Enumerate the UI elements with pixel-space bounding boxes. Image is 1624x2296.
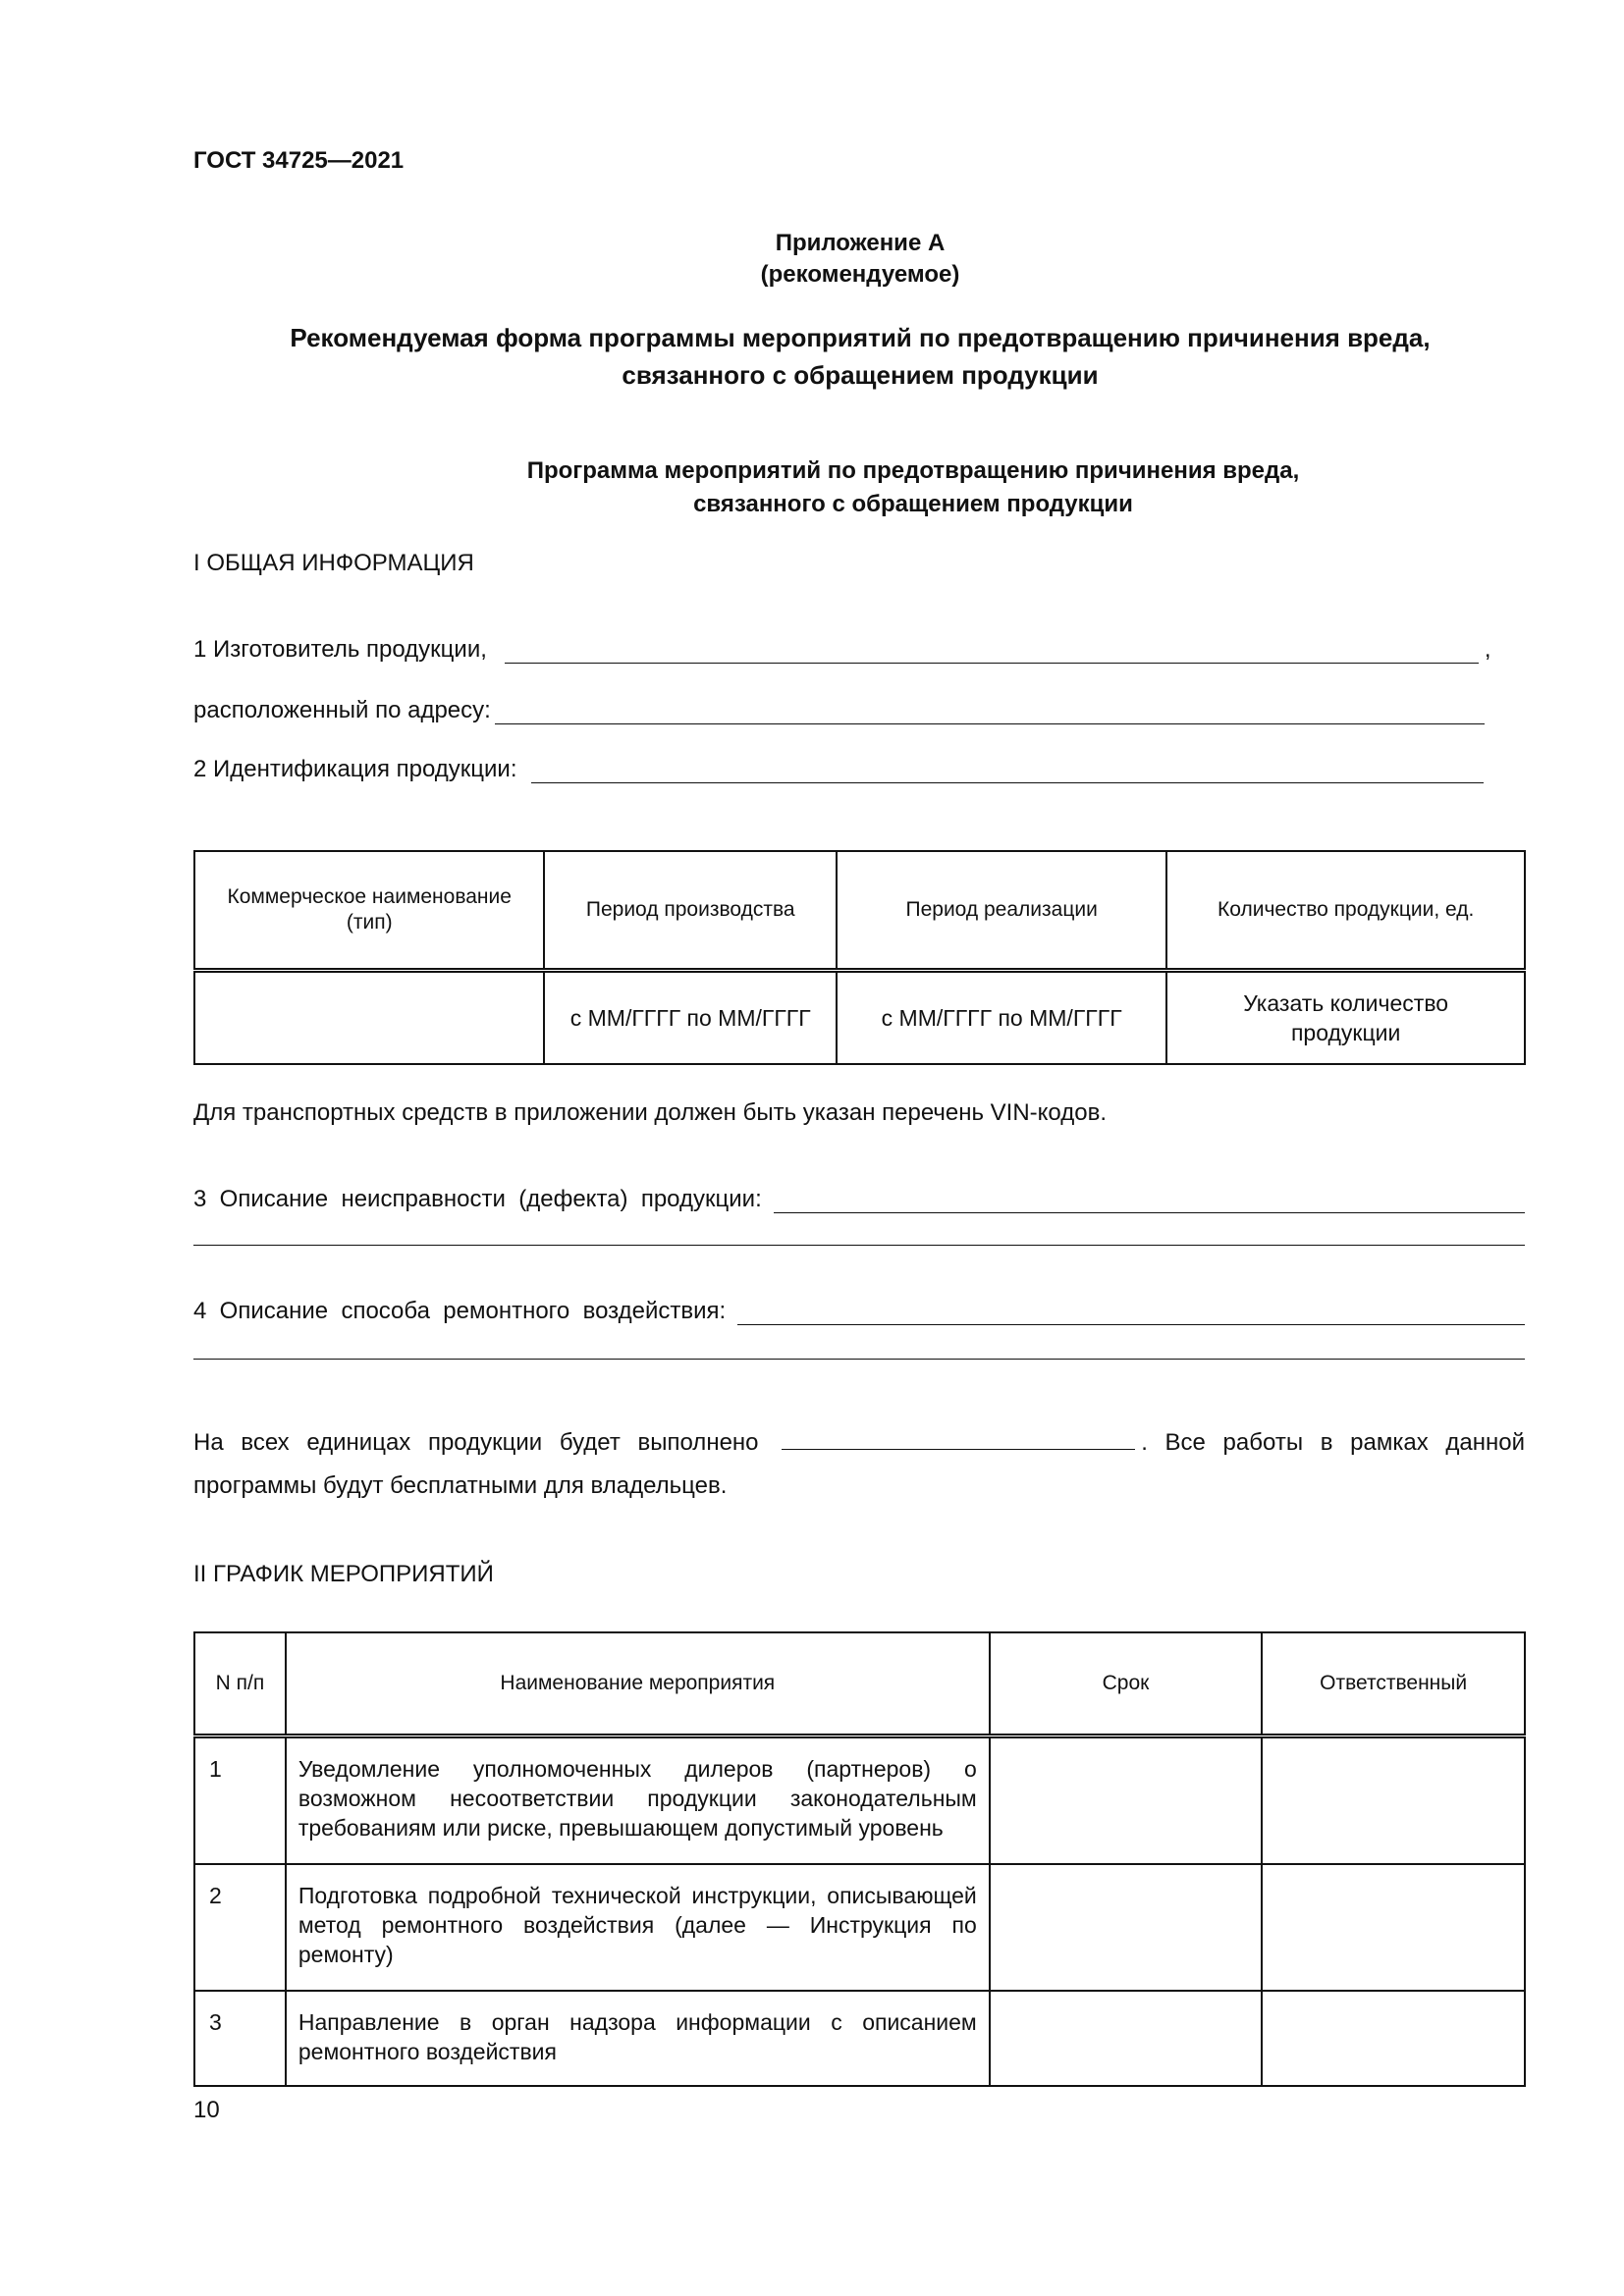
program-title-line-1: Программа мероприятий по предотвращению причинения вреда, — [526, 457, 1300, 484]
header-quantity: Количество продукции, ед. — [1166, 851, 1525, 971]
header-production-period: Период производства — [544, 851, 837, 971]
header-responsible: Ответственный — [1262, 1632, 1525, 1736]
repair-field — [193, 1298, 1525, 1325]
repair-input-line-2[interactable] — [193, 1359, 1525, 1360]
identification-label: 2 Идентификация продукции: — [193, 756, 517, 782]
activity-description: Направление в орган надзора информации с описанием ремонтного воздействия — [286, 1991, 990, 2086]
responsible-cell[interactable] — [1262, 1736, 1525, 1865]
header-commercial-name: Коммерческое наименование (тип) — [194, 851, 544, 971]
activity-description: Подготовка подробной технической инструкции, описывающей метод ремонтного воздействия (далее — Инструкция по ремонту) — [286, 1864, 990, 1991]
program-title-line-2: связанного с обращением продукции — [693, 491, 1133, 517]
table-row — [194, 1864, 1525, 1991]
repair-label: 4 Описание способа ремонтного воздействия: — [193, 1298, 727, 1324]
title-line-1: Рекомендуемая форма программы мероприятий по предотвращению причинения вреда, — [290, 323, 1431, 352]
row-number: 1 — [194, 1736, 286, 1865]
header-activity-name: Наименование мероприятия — [286, 1632, 990, 1736]
document-title — [193, 319, 1527, 394]
appendix-label: Приложение А — [775, 230, 946, 256]
schedule-table — [193, 1631, 1526, 2087]
section-general-heading: I ОБЩАЯ ИНФОРМАЦИЯ — [193, 550, 474, 576]
work-type-input-line[interactable] — [782, 1427, 1135, 1450]
deadline-cell[interactable] — [990, 1864, 1263, 1991]
cell-commercial-name[interactable] — [194, 971, 544, 1065]
cell-sales-period[interactable]: с ММ/ГГГГ по ММ/ГГГГ — [837, 971, 1166, 1065]
manufacturer-field — [193, 636, 1529, 664]
defect-input-line-2[interactable] — [193, 1245, 1525, 1246]
row-number: 3 — [194, 1991, 286, 2086]
responsible-cell[interactable] — [1262, 1864, 1525, 1991]
free-work-text-after: . Все работы в рамках данной программы будут бесплатными для владельцев. — [193, 1429, 1525, 1499]
deadline-cell[interactable] — [990, 1736, 1263, 1865]
cell-production-period[interactable]: с ММ/ГГГГ по ММ/ГГГГ — [544, 971, 837, 1065]
section-schedule-heading: II ГРАФИК МЕРОПРИЯТИЙ — [193, 1561, 494, 1587]
products-table — [193, 850, 1526, 1065]
manufacturer-label: 1 Изготовитель продукции, — [193, 636, 487, 663]
header-sales-period: Период реализации — [837, 851, 1166, 971]
program-title — [295, 454, 1532, 521]
products-table-header — [194, 851, 1525, 971]
address-field — [193, 697, 1509, 724]
table-row — [194, 1991, 1525, 2086]
title-line-2: связанного с обращением продукции — [622, 360, 1099, 390]
identification-field — [193, 756, 1509, 783]
responsible-cell[interactable] — [1262, 1991, 1525, 2086]
row-number: 2 — [194, 1864, 286, 1991]
free-work-text-before: На всех единицах продукции будет выполнено — [193, 1429, 759, 1456]
defect-field — [193, 1186, 1525, 1213]
address-label: расположенный по адресу: — [193, 697, 491, 723]
activity-description: Уведомление уполномоченных дилеров (партнеров) о возможном несоответствии продукции законодательным требованиям или риске, превышающем допустимый уровень — [286, 1736, 990, 1865]
deadline-cell[interactable] — [990, 1991, 1263, 2086]
table-row — [194, 1736, 1525, 1865]
identification-input-line[interactable] — [531, 761, 1484, 783]
schedule-table-header — [194, 1632, 1525, 1736]
cell-quantity[interactable]: Указать количество продукции — [1166, 971, 1525, 1065]
vin-note: Для транспортных средств в приложении должен быть указан перечень VIN-кодов. — [193, 1099, 1107, 1126]
header-number: N п/п — [194, 1632, 286, 1736]
repair-input-line[interactable] — [737, 1303, 1525, 1325]
address-input-line[interactable] — [495, 702, 1485, 724]
appendix-status: (рекомендуемое) — [760, 261, 960, 288]
standard-number: ГОСТ 34725—2021 — [193, 147, 405, 174]
manufacturer-comma: , — [1484, 636, 1491, 663]
page-number: 10 — [193, 2097, 220, 2123]
table-row — [194, 971, 1525, 1065]
manufacturer-input-line[interactable] — [505, 641, 1479, 664]
defect-input-line[interactable] — [774, 1191, 1525, 1213]
header-deadline: Срок — [990, 1632, 1263, 1736]
appendix-heading — [193, 228, 1527, 291]
defect-label: 3 Описание неисправности (дефекта) продукции: — [193, 1186, 762, 1212]
free-work-paragraph — [193, 1421, 1525, 1508]
